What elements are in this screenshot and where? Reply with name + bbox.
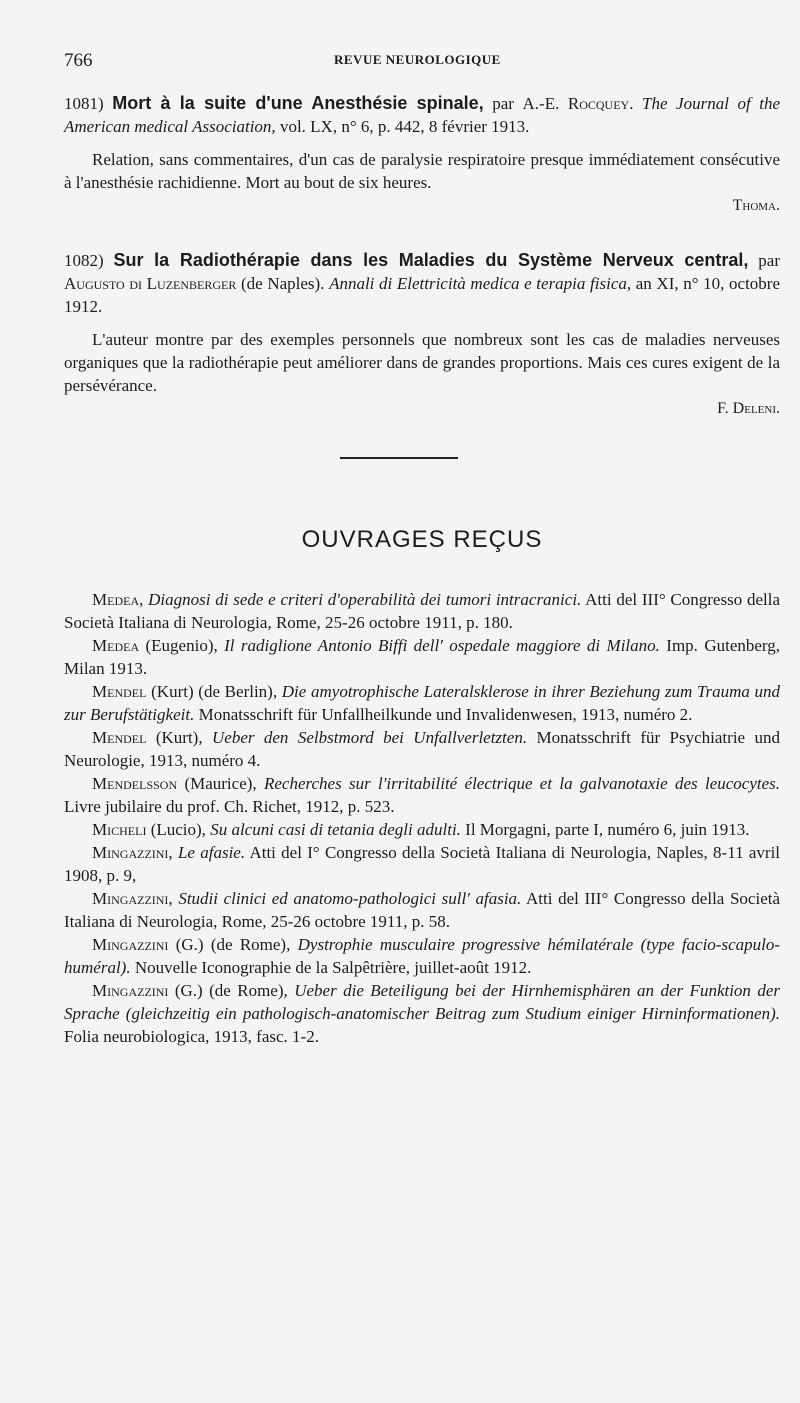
list-item: Mingazzini, Le afasie. Atti del I° Congresso della Società Italiana di Neurologia, Naples, 8-11 avril 1908, p. 9, [64, 843, 781, 885]
entry-signature: Thoma. [732, 197, 780, 214]
entry-number: 1081) [64, 94, 104, 113]
entry-reference: an XI, n° 10, octobre 1912. [64, 274, 781, 316]
section-divider [340, 457, 458, 459]
entry-heading: 1082) Sur la Radiothérapie dans les Maladies du Système Nerveux central, par Augusto di Luzenberger (de Naples). Annali di Elettricità medica e terapia fisica, an XI, n° 10, octobre 1912. [64, 250, 781, 316]
page-header [64, 50, 780, 76]
entry-reference: vol. LX, n° 6, p. 442, 8 février 1913. [279, 117, 530, 136]
entry-source: Annali di Elettricità medica e terapia fisica, [329, 274, 632, 293]
works-received-list [64, 588, 780, 1048]
entry-title: Mort à la suite d'une Anesthésie spinale, [112, 93, 484, 113]
list-item: Mingazzini (G.) (de Rome), Dystrophie musculaire progressive hémilatérale (type facio-scapulo-huméral). Nouvelle Iconographie de la Salpêtrière, juillet-août 1912. [64, 935, 781, 977]
entry-body: Relation, sans commentaires, d'un cas de paralysie respiratoire presque immédiatement consécutive à l'anesthésie rachidienne. Mort au bout de six heures. [64, 150, 780, 192]
entry-author: A.-E. Rocquey. [522, 94, 634, 113]
entry-signature: F. Deleni. [717, 400, 780, 417]
list-item: Medea, Diagnosi di sede e criteri d'operabilità dei tumori intracranici. Atti del III° Congresso della Società Italiana di Neurologia, Rome, 25-26 octobre 1911, p. 180. [64, 590, 781, 632]
list-item: Mingazzini (G.) (de Rome), Ueber die Beteiligung bei der Hirnhemisphären an der Funktion der Sprache (gleichzeitig ein pathologisch-anatomischer Beitrag zum Studium einiger Hirninformationen). Folia neurobiologica, 1913, fasc. 1-2. [64, 981, 781, 1046]
entry-source: The Journal of the American medical Association, [64, 94, 781, 136]
list-item: Medea (Eugenio), Il radiglione Antonio Biffi dell' ospedale maggiore di Milano. Imp. Gutenberg, Milan 1913. [64, 636, 781, 678]
entry-title: Sur la Radiothérapie dans les Maladies du Système Nerveux central, [113, 250, 749, 270]
entry-heading: 1081) Mort à la suite d'une Anesthésie spinale, par A.-E. Rocquey. The Journal of the American medical Association, vol. LX, n° 6, p. 442, 8 février 1913. [64, 93, 781, 136]
list-item: Mendel (Kurt) (de Berlin), Die amyotrophische Lateralsklerose in ihrer Beziehung zum Trauma und zur Berufstätigkeit. Monatsschrift für Unfallheilkunde und Invalidenwesen, 1913, numéro 2. [64, 682, 781, 724]
entry-1081 [64, 92, 780, 217]
entry-place: (de Naples). [240, 274, 325, 293]
list-item: Mendel (Kurt), Ueber den Selbstmord bei Unfallverletzten. Monatsschrift für Psychiatrie und Neurologie, 1913, numéro 4. [64, 728, 780, 770]
running-head: REVUE NEUROLOGIQUE [334, 52, 501, 67]
page-number: 766 [64, 50, 93, 71]
list-item: Micheli (Lucio), Su alcuni casi di tetania degli adulti. Il Morgagni, parte I, numéro 6, juin 1913. [92, 820, 750, 839]
list-item: Mendelsson (Maurice), Recherches sur l'irritabilité électrique et la galvanotaxie des leucocytes. Livre jubilaire du prof. Ch. Richet, 1912, p. 523. [64, 774, 781, 816]
entry-1082 [64, 249, 780, 420]
entry-body: L'auteur montre par des exemples personnels que nombreux sont les cas de maladies nerveuses organiques que la radiothérapie peut améliorer dans de grandes proportions. Mais ces cures exigent de la persévérance. [64, 330, 780, 395]
entry-author: Augusto di Luzenberger [64, 274, 237, 293]
list-item: Mingazzini, Studii clinici ed anatomo-pathologici sull' afasia. Atti del III° Congresso della Società Italiana di Neurologia, Rome, 25-26 octobre 1911, p. 58. [64, 889, 781, 931]
section-title: OUVRAGES REÇUS [301, 526, 543, 553]
entry-number: 1082) [64, 251, 104, 270]
